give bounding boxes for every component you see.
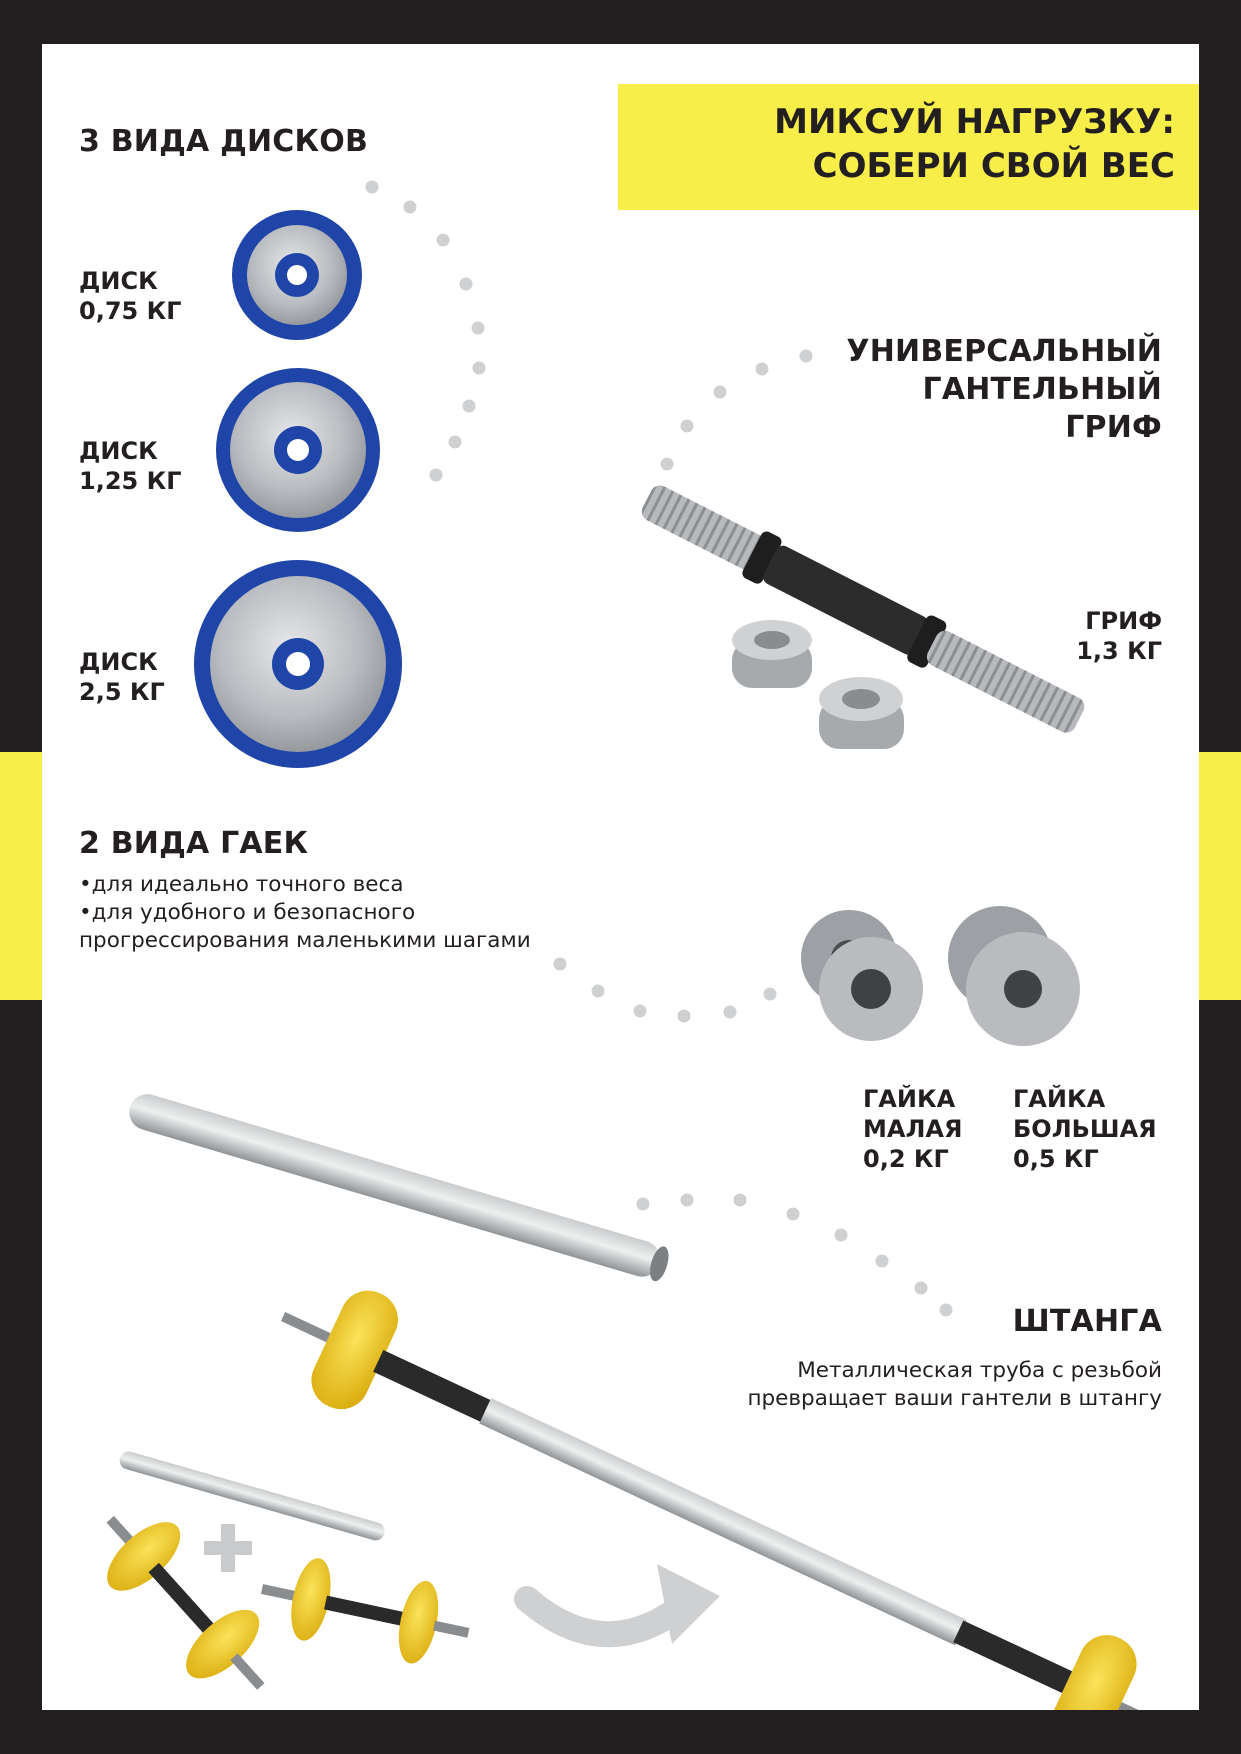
- banner-line-2: СОБЕРИ СВОЙ ВЕС: [812, 146, 1175, 186]
- small-nut-line-2: МАЛАЯ: [863, 1115, 963, 1143]
- small-nuts-image: [801, 910, 923, 1041]
- dumbbell-2-image: [253, 1548, 477, 1674]
- disc-2-name: ДИСК: [79, 437, 158, 465]
- small-nut-weight: 0,2 КГ: [863, 1145, 949, 1173]
- nuts-bullet-2-cont: прогрессирования маленькими шагами: [79, 928, 531, 953]
- banner-line-1: МИКСУЙ НАГРУЗКУ:: [774, 102, 1175, 142]
- large-nut-weight: 0,5 КГ: [1013, 1145, 1099, 1173]
- handle-weight: 1,3 КГ: [1076, 637, 1162, 665]
- barbell-title: ШТАНГА: [1012, 1304, 1162, 1339]
- plus-icon: [204, 1524, 252, 1572]
- dotted-arc-discs: [366, 181, 486, 482]
- disc-3-name: ДИСК: [79, 648, 158, 676]
- barbell-tube-image: [125, 1090, 672, 1284]
- small-nut-line-1: ГАЙКА: [863, 1085, 956, 1113]
- right-yellow-stripe: [1199, 752, 1241, 1000]
- nuts-bullet-2: •для удобного и безопасного: [79, 900, 416, 925]
- dotted-arc-barbell: [637, 1194, 953, 1317]
- headline-banner: [618, 84, 1199, 210]
- nuts-bullet-1: •для идеально точного веса: [79, 872, 404, 897]
- left-yellow-stripe: [0, 752, 42, 1000]
- nuts-title: 2 ВИДА ГАЕК: [79, 826, 309, 861]
- disc-125-image: [216, 368, 380, 532]
- barbell-desc-line-1: Металлическая труба с резьбой: [797, 1358, 1162, 1383]
- dotted-arc-nuts: [554, 958, 777, 1023]
- large-nut-line-1: ГАЙКА: [1013, 1085, 1106, 1113]
- large-nut-line-2: БОЛЬШАЯ: [1013, 1115, 1157, 1143]
- handle-title-line-1: УНИВЕРСАЛЬНЫЙ: [846, 334, 1162, 369]
- barbell-desc-line-2: превращает ваши гантели в штангу: [747, 1386, 1162, 1411]
- disc-1-name: ДИСК: [79, 267, 158, 295]
- disc-075-image: [232, 210, 362, 340]
- curved-arrow-icon: [527, 1564, 720, 1644]
- disc-3-weight: 2,5 КГ: [79, 678, 165, 706]
- handle-title-line-3: ГРИФ: [1065, 410, 1162, 445]
- poster-page: [42, 44, 1199, 1710]
- handle-title-line-2: ГАНТЕЛЬНЫЙ: [922, 372, 1162, 407]
- disc-25-image: [194, 560, 402, 768]
- handle-label: ГРИФ: [1085, 607, 1162, 635]
- discs-title: 3 ВИДА ДИСКОВ: [79, 124, 369, 159]
- disc-2-weight: 1,25 КГ: [79, 467, 182, 495]
- disc-1-weight: 0,75 КГ: [79, 297, 182, 325]
- large-nuts-image: [948, 906, 1080, 1046]
- dumbbell-1-image: [77, 1489, 294, 1710]
- dotted-arc-handle: [661, 350, 813, 471]
